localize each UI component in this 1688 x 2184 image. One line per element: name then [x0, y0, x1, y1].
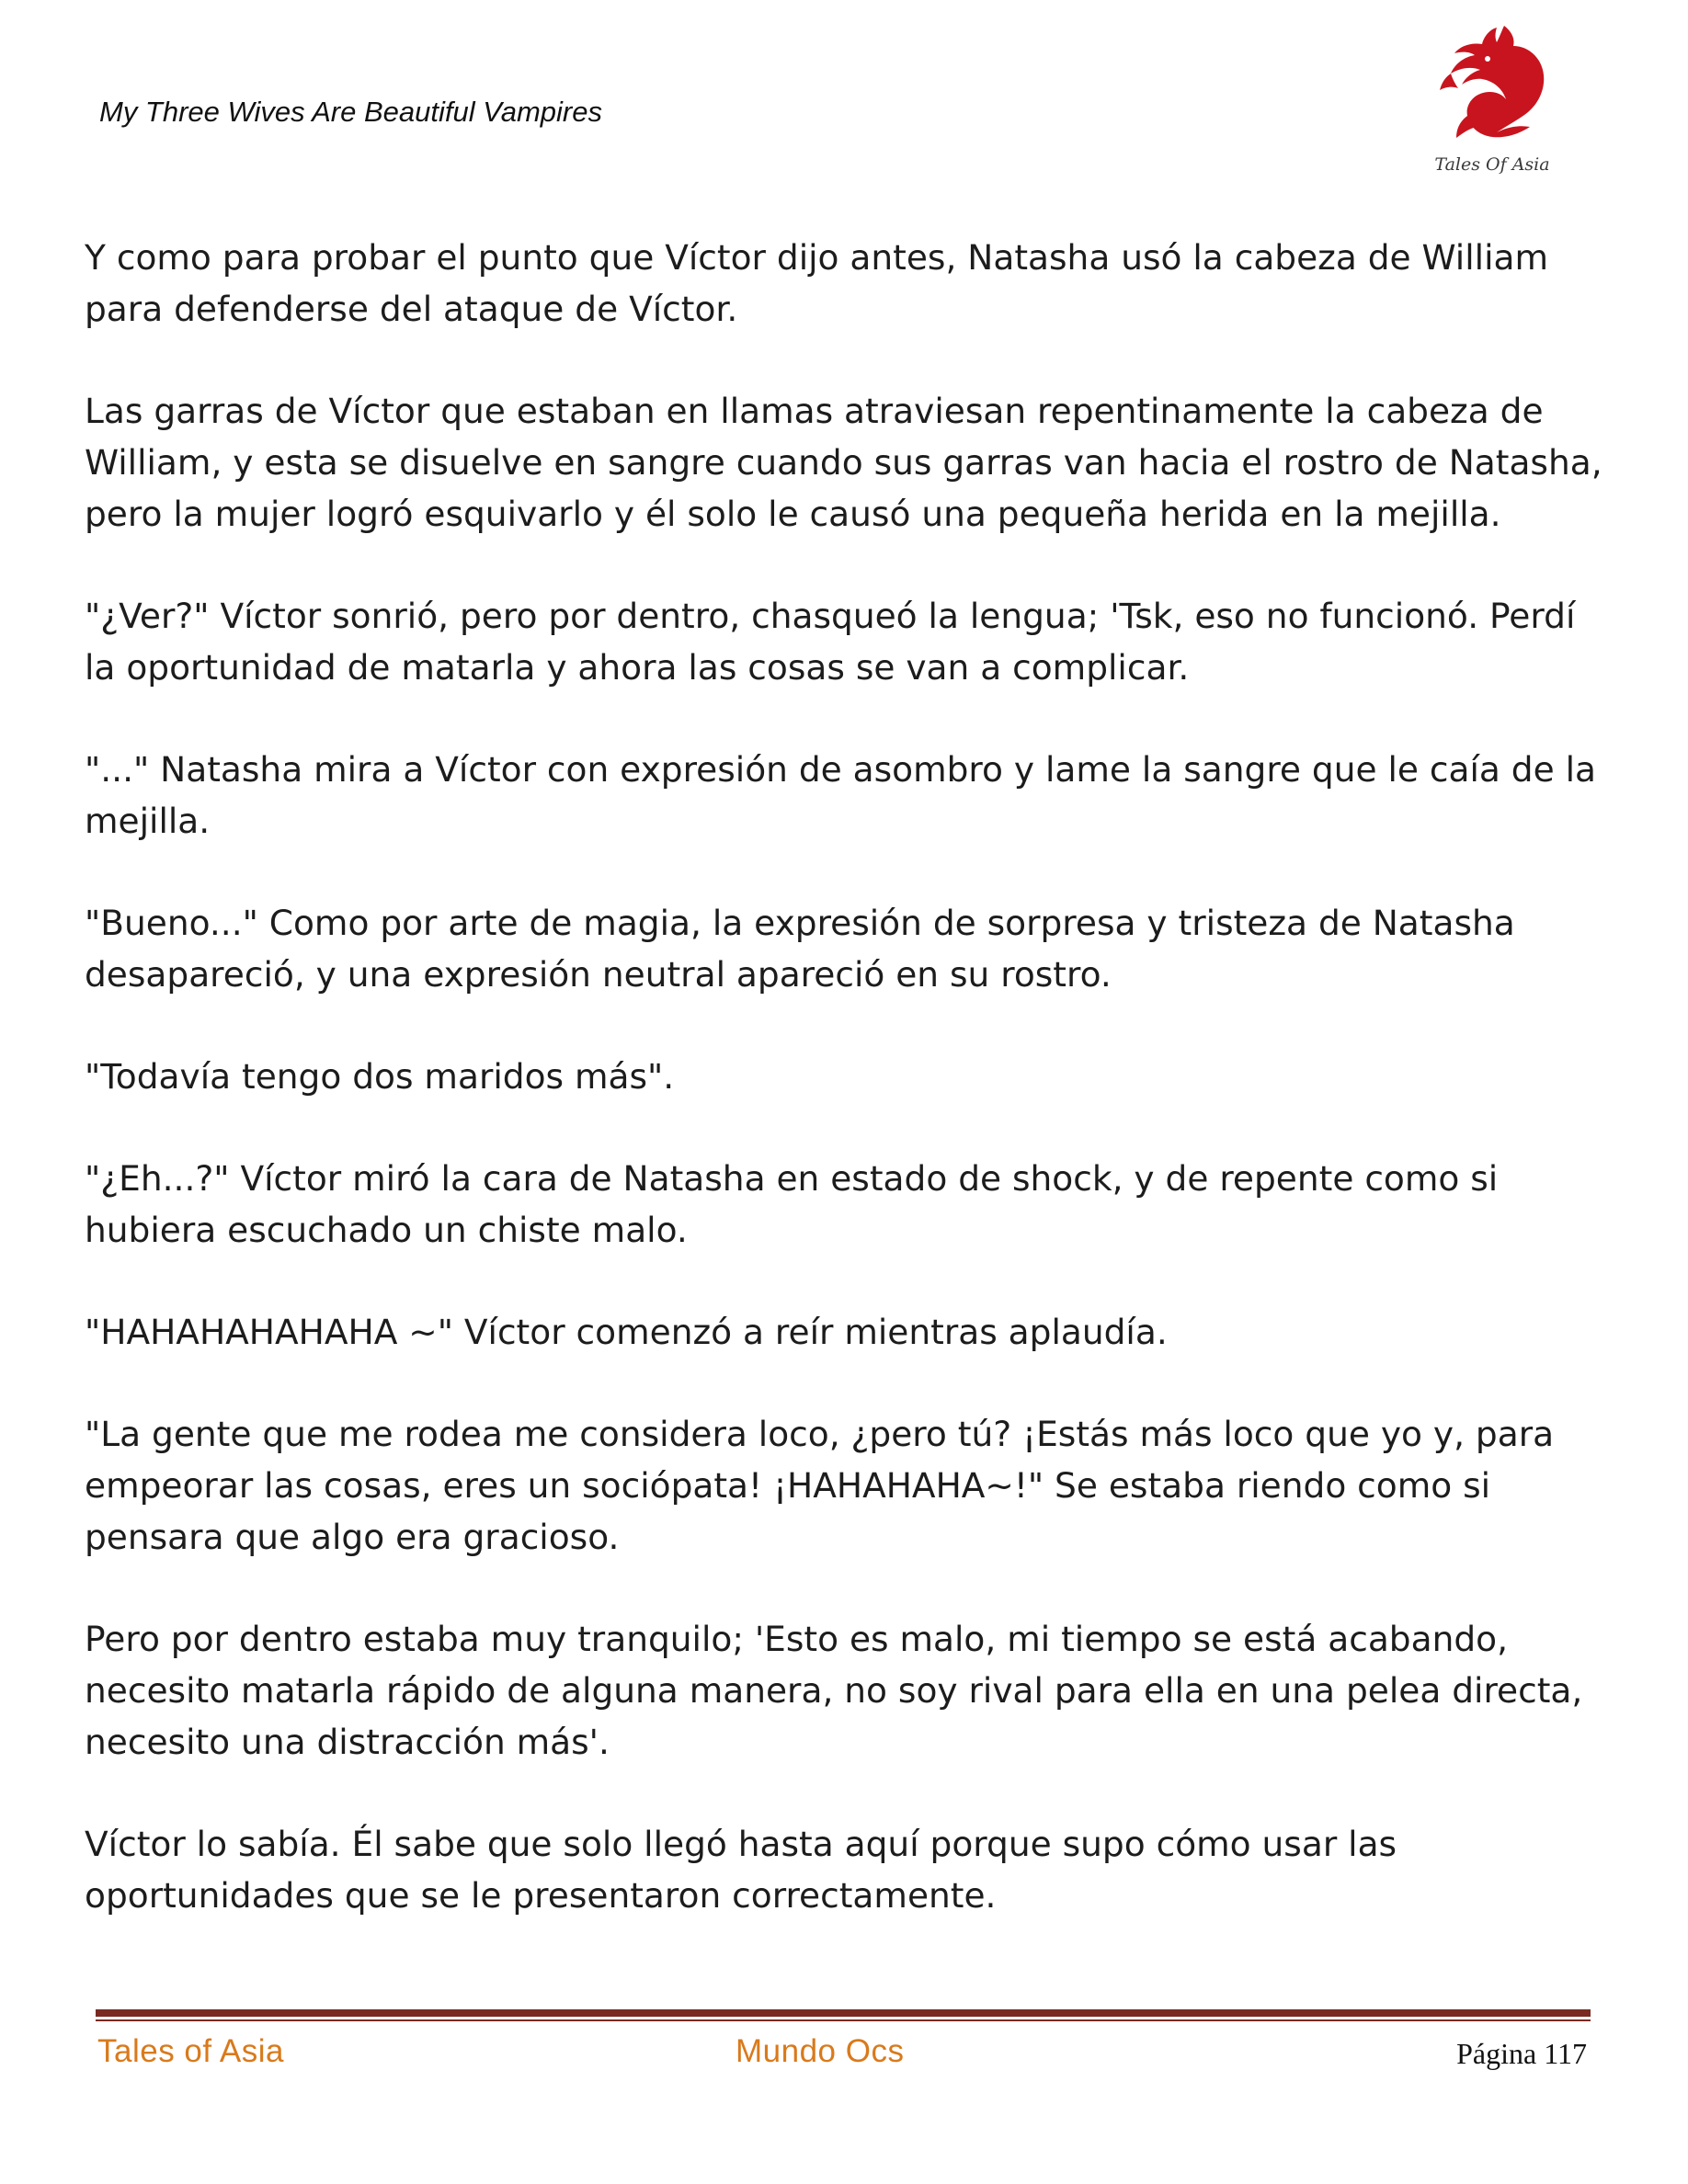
paragraph: "Bueno..." Como por arte de magia, la expresión de sorpresa y tristeza de Natasha desapareció, y una expresión neutral apareció en su rostro.: [85, 903, 1515, 995]
logo-text: Tales Of Asia: [1434, 154, 1550, 175]
footer-divider-thick: [96, 2009, 1591, 2017]
paragraph: Y como para probar el punto que Víctor dijo antes, Natasha usó la cabeza de William para defenderse del ataque de Víctor.: [85, 237, 1548, 329]
page-footer: [0, 2004, 1688, 2114]
paragraph: Pero por dentro estaba muy tranquilo; 'Esto es malo, mi tiempo se está acabando, necesito matarla rápido de alguna manera, no soy rival para ella en una pelea directa, necesito una distracción más'.: [85, 1619, 1583, 1762]
footer-section: Mundo Ocs: [736, 2033, 905, 2069]
paragraph: "HAHAHAHAHAHA ~" Víctor comenzó a reír mientras aplaudía.: [85, 1312, 1168, 1352]
red-dragon-icon: [1423, 18, 1561, 156]
paragraph: Las garras de Víctor que estaban en llamas atraviesan repentinamente la cabeza de William, y esta se disuelve en sangre cuando sus garras van hacia el rostro de Natasha, pero la mujer logró esquivarlo y él solo le causó una pequeña herida en la mejilla.: [85, 391, 1602, 534]
paragraph: "¿Eh...?" Víctor miró la cara de Natasha en estado de shock, y de repente como si hubiera escuchado un chiste malo.: [85, 1158, 1499, 1250]
page-body: [85, 232, 1611, 1972]
book-title: My Three Wives Are Beautiful Vampires: [99, 96, 602, 128]
footer-publisher: Tales of Asia: [97, 2033, 284, 2069]
paragraph: "..." Natasha mira a Víctor con expresión de asombro y lame la sangre que le caía de la mejilla.: [85, 749, 1596, 841]
page-header: [0, 0, 1688, 184]
paragraph: "¿Ver?" Víctor sonrió, pero por dentro, chasqueó la lengua; 'Tsk, eso no funcionó. Perdí la oportunidad de matarla y ahora las cosas se van a complicar.: [85, 596, 1576, 688]
footer-divider-thin: [96, 2019, 1591, 2021]
paragraph: Víctor lo sabía. Él sabe que solo llegó hasta aquí porque supo cómo usar las oportunidades que se le presentaron correctamente.: [85, 1824, 1397, 1916]
paragraph: "La gente que me rodea me considera loco, ¿pero tú? ¡Estás más loco que yo y, para empeorar las cosas, eres un sociópata! ¡HAHAHAHA~!" Se estaba riendo como si pensara que algo era gracioso.: [85, 1414, 1555, 1557]
paragraph: "Todavía tengo dos maridos más".: [85, 1056, 675, 1097]
tales-of-asia-logo: [1423, 18, 1561, 184]
page-number: Página 117: [1456, 2037, 1587, 2070]
